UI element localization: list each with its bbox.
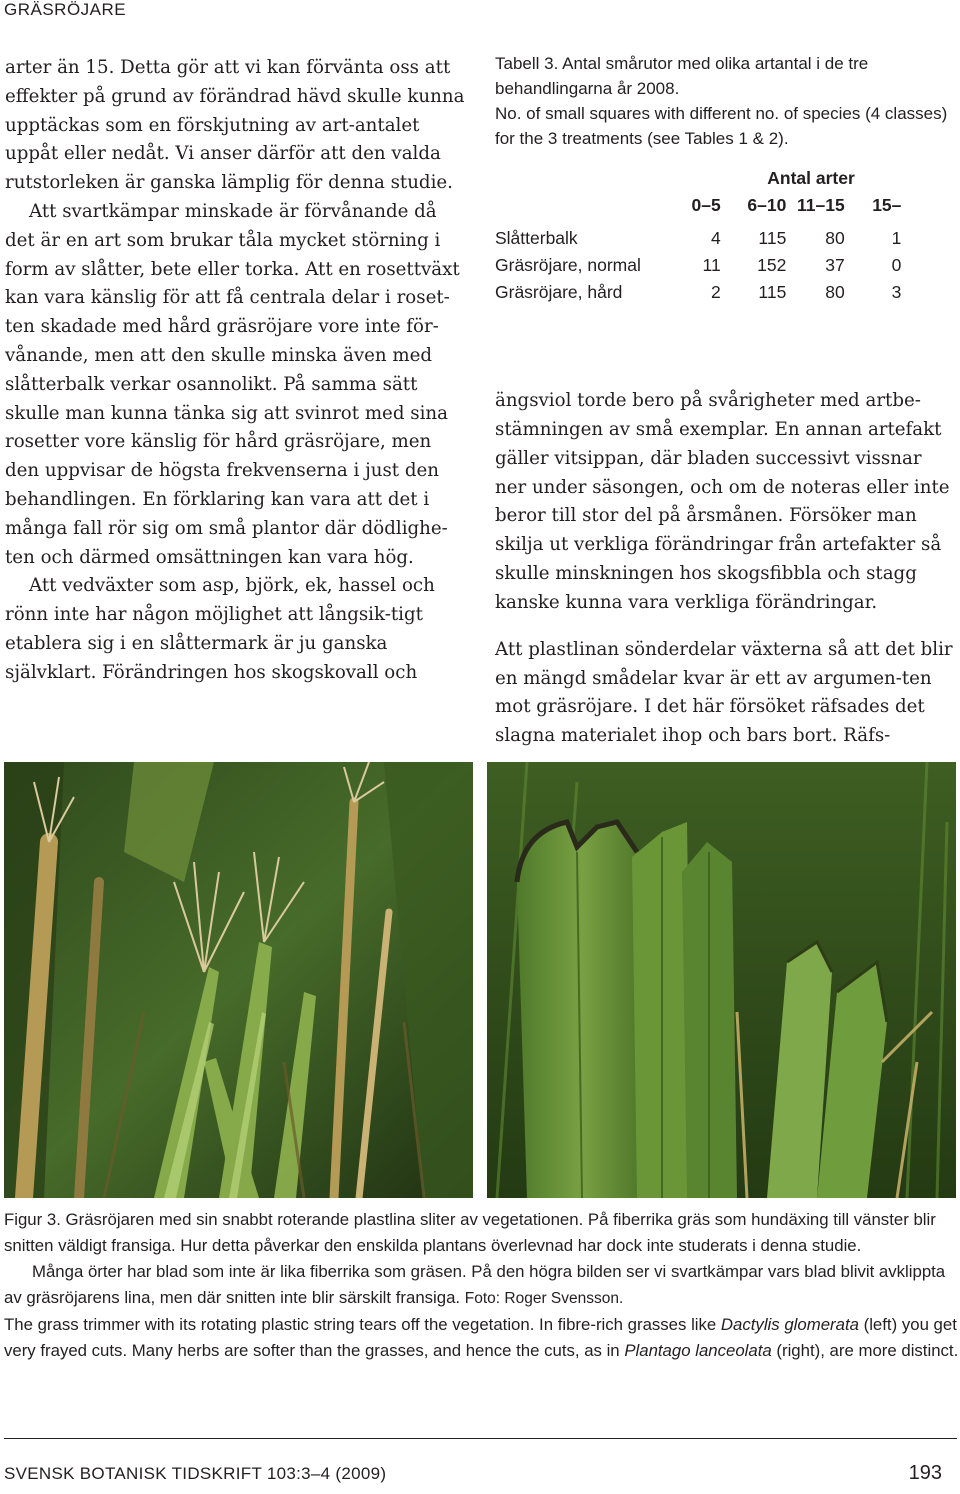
- table-row: [495, 279, 955, 306]
- caption-english-part-3: (right), are more distinct.: [771, 1341, 959, 1360]
- photo-frayed-grass: [4, 762, 473, 1198]
- left-paragraph-3: Att vedväxter som asp, björk, ek, hassel och rönn inte har någon möjlighet att långsik-tigt etablera sig i en slåttermark är ju ganska självklart. Förändringen hos skogskovall och: [5, 575, 435, 683]
- right-column: [495, 369, 955, 769]
- column-header: 15–: [872, 195, 902, 215]
- row-label: Slåtterbalk: [495, 228, 578, 248]
- caption-english: [4, 1312, 959, 1364]
- column-header: 6–10: [747, 195, 787, 215]
- species-name: Plantago lanceolata: [624, 1341, 772, 1360]
- left-paragraph-1: arter än 15. Detta gör att vi kan förvänta oss att effekter på grund av förändrad hävd skulle kunna upptäckas som en förskjutning av art-antalet uppåt eller nedåt. Vi anser därför att den valda rutstorleken är ganska lämplig för denna studie.: [5, 57, 465, 194]
- table-group-header: Antal arter: [767, 168, 855, 188]
- plantain-photo-illustration: [487, 762, 956, 1198]
- caption-english-part-2: (left) you get very frayed cuts. Many herbs are softer than the grasses, and hence the cuts, as in: [4, 1315, 957, 1360]
- table-group-header-row: [495, 165, 955, 192]
- photo-credit: Foto: Roger Svensson.: [464, 1290, 624, 1307]
- table-row: [495, 252, 955, 279]
- table-title: Tabell 3. Antal smårutor med olika artantal i de tre behandlingarna år 2008.: [495, 54, 869, 98]
- figure-caption: [4, 1207, 959, 1364]
- grass-photo-illustration: [4, 762, 473, 1198]
- journal-citation: SVENSK BOTANISK TIDSKRIFT 103:3–4 (2009): [4, 1464, 387, 1483]
- table-cell: 115: [758, 282, 787, 302]
- table-cell: 0: [891, 255, 902, 275]
- photo-cut-plantain-leaves: [487, 762, 956, 1198]
- right-paragraph-2: Att plastlinan sönderdelar växterna så att det blir en mängd smådelar kvar är ett av argumen-ten mot gräsröjare. I det här försöket räfsades det slagna materialet ihop och bars bort. Räfs-: [495, 638, 953, 747]
- caption-english-part-1: The grass trimmer with its rotating plastic string tears off the vegetation. In fibre-rich grasses like: [4, 1315, 721, 1334]
- table-cell: 1: [891, 228, 902, 248]
- table-3: [495, 51, 955, 302]
- page-number: 193: [908, 1462, 942, 1484]
- table-cell: 80: [825, 282, 845, 302]
- caption-swedish-2-wrapper: [4, 1259, 959, 1312]
- table-cell: 4: [710, 228, 721, 248]
- table-row: [495, 225, 955, 252]
- table-cell: 37: [825, 255, 845, 275]
- caption-swedish-2: Många örter har blad som inte är lika fiberrika som gräsen. På den högra bilden ser vi svartkämpar vars blad blivit avklippta av gräsröjarens lina, men där snitten inte blir särskilt fransiga.: [4, 1262, 946, 1307]
- running-head: GRÄSRÖJARE: [4, 0, 127, 19]
- left-column: [5, 54, 467, 688]
- table-cell: 2: [710, 282, 721, 302]
- table-header-row: [495, 192, 955, 219]
- table-subtitle: No. of small squares with different no. of species (4 classes) for the 3 treatments (see Tables 1 & 2).: [495, 104, 948, 148]
- left-paragraph-2: Att svartkämpar minskade är förvånande då det är en art som brukar tåla mycket störning i form av slåtter, bete eller torka. Att en rosettväxt kan vara känslig för att få centrala delar i roset-ten skadade med hård gräsröjare vore inte för-vånande, men att den skulle minska även med slåtterbalk verkar osannolikt. På samma sätt skulle man kunna tänka sig att svinrot med sina rosetter vore känslig för hård gräsröjare, men den uppvisar de högsta frekvenserna i just den behandlingen. En förklaring kan vara att det i många fall rör sig om små plantor där dödlighe-ten och därmed omsättningen kan vara hög.: [5, 200, 460, 568]
- table-cell: 152: [757, 255, 787, 275]
- right-paragraph-1: ängsviol torde bero på svårigheter med artbe-stämningen av små exemplar. En annan artefakt gäller vitsippan, där bladen successivt vissnar ner under säsongen, och om de noteras eller inte beror till stor del på årsmånen. Försöker man skilja ut verkliga förändringar från artefakter så skulle minskningen hos skogsfibbla och stagg kanske kunna vara verkliga förändringar.: [495, 390, 950, 613]
- table-cell: 80: [825, 228, 845, 248]
- species-count-table: [495, 165, 955, 306]
- table-cell: 11: [702, 255, 721, 275]
- species-name: Dactylis glomerata: [720, 1315, 859, 1334]
- row-label: Gräsröjare, normal: [495, 255, 641, 275]
- table-cell: 3: [891, 282, 902, 302]
- footer-divider: [4, 1438, 957, 1439]
- table-cell: 115: [758, 228, 787, 248]
- column-header: 11–15: [797, 195, 845, 215]
- column-header: 0–5: [691, 195, 721, 215]
- row-label: Gräsröjare, hård: [495, 282, 623, 302]
- caption-swedish-1: Figur 3. Gräsröjaren med sin snabbt roterande plastlina sliter av vegetationen. På fiberrika gräs som hundäxing till vänster blir snitten väldigt fransiga. Hur detta påverkar den enskilda plantans överlevnad har dock inte studerats i denna studie.: [4, 1210, 936, 1255]
